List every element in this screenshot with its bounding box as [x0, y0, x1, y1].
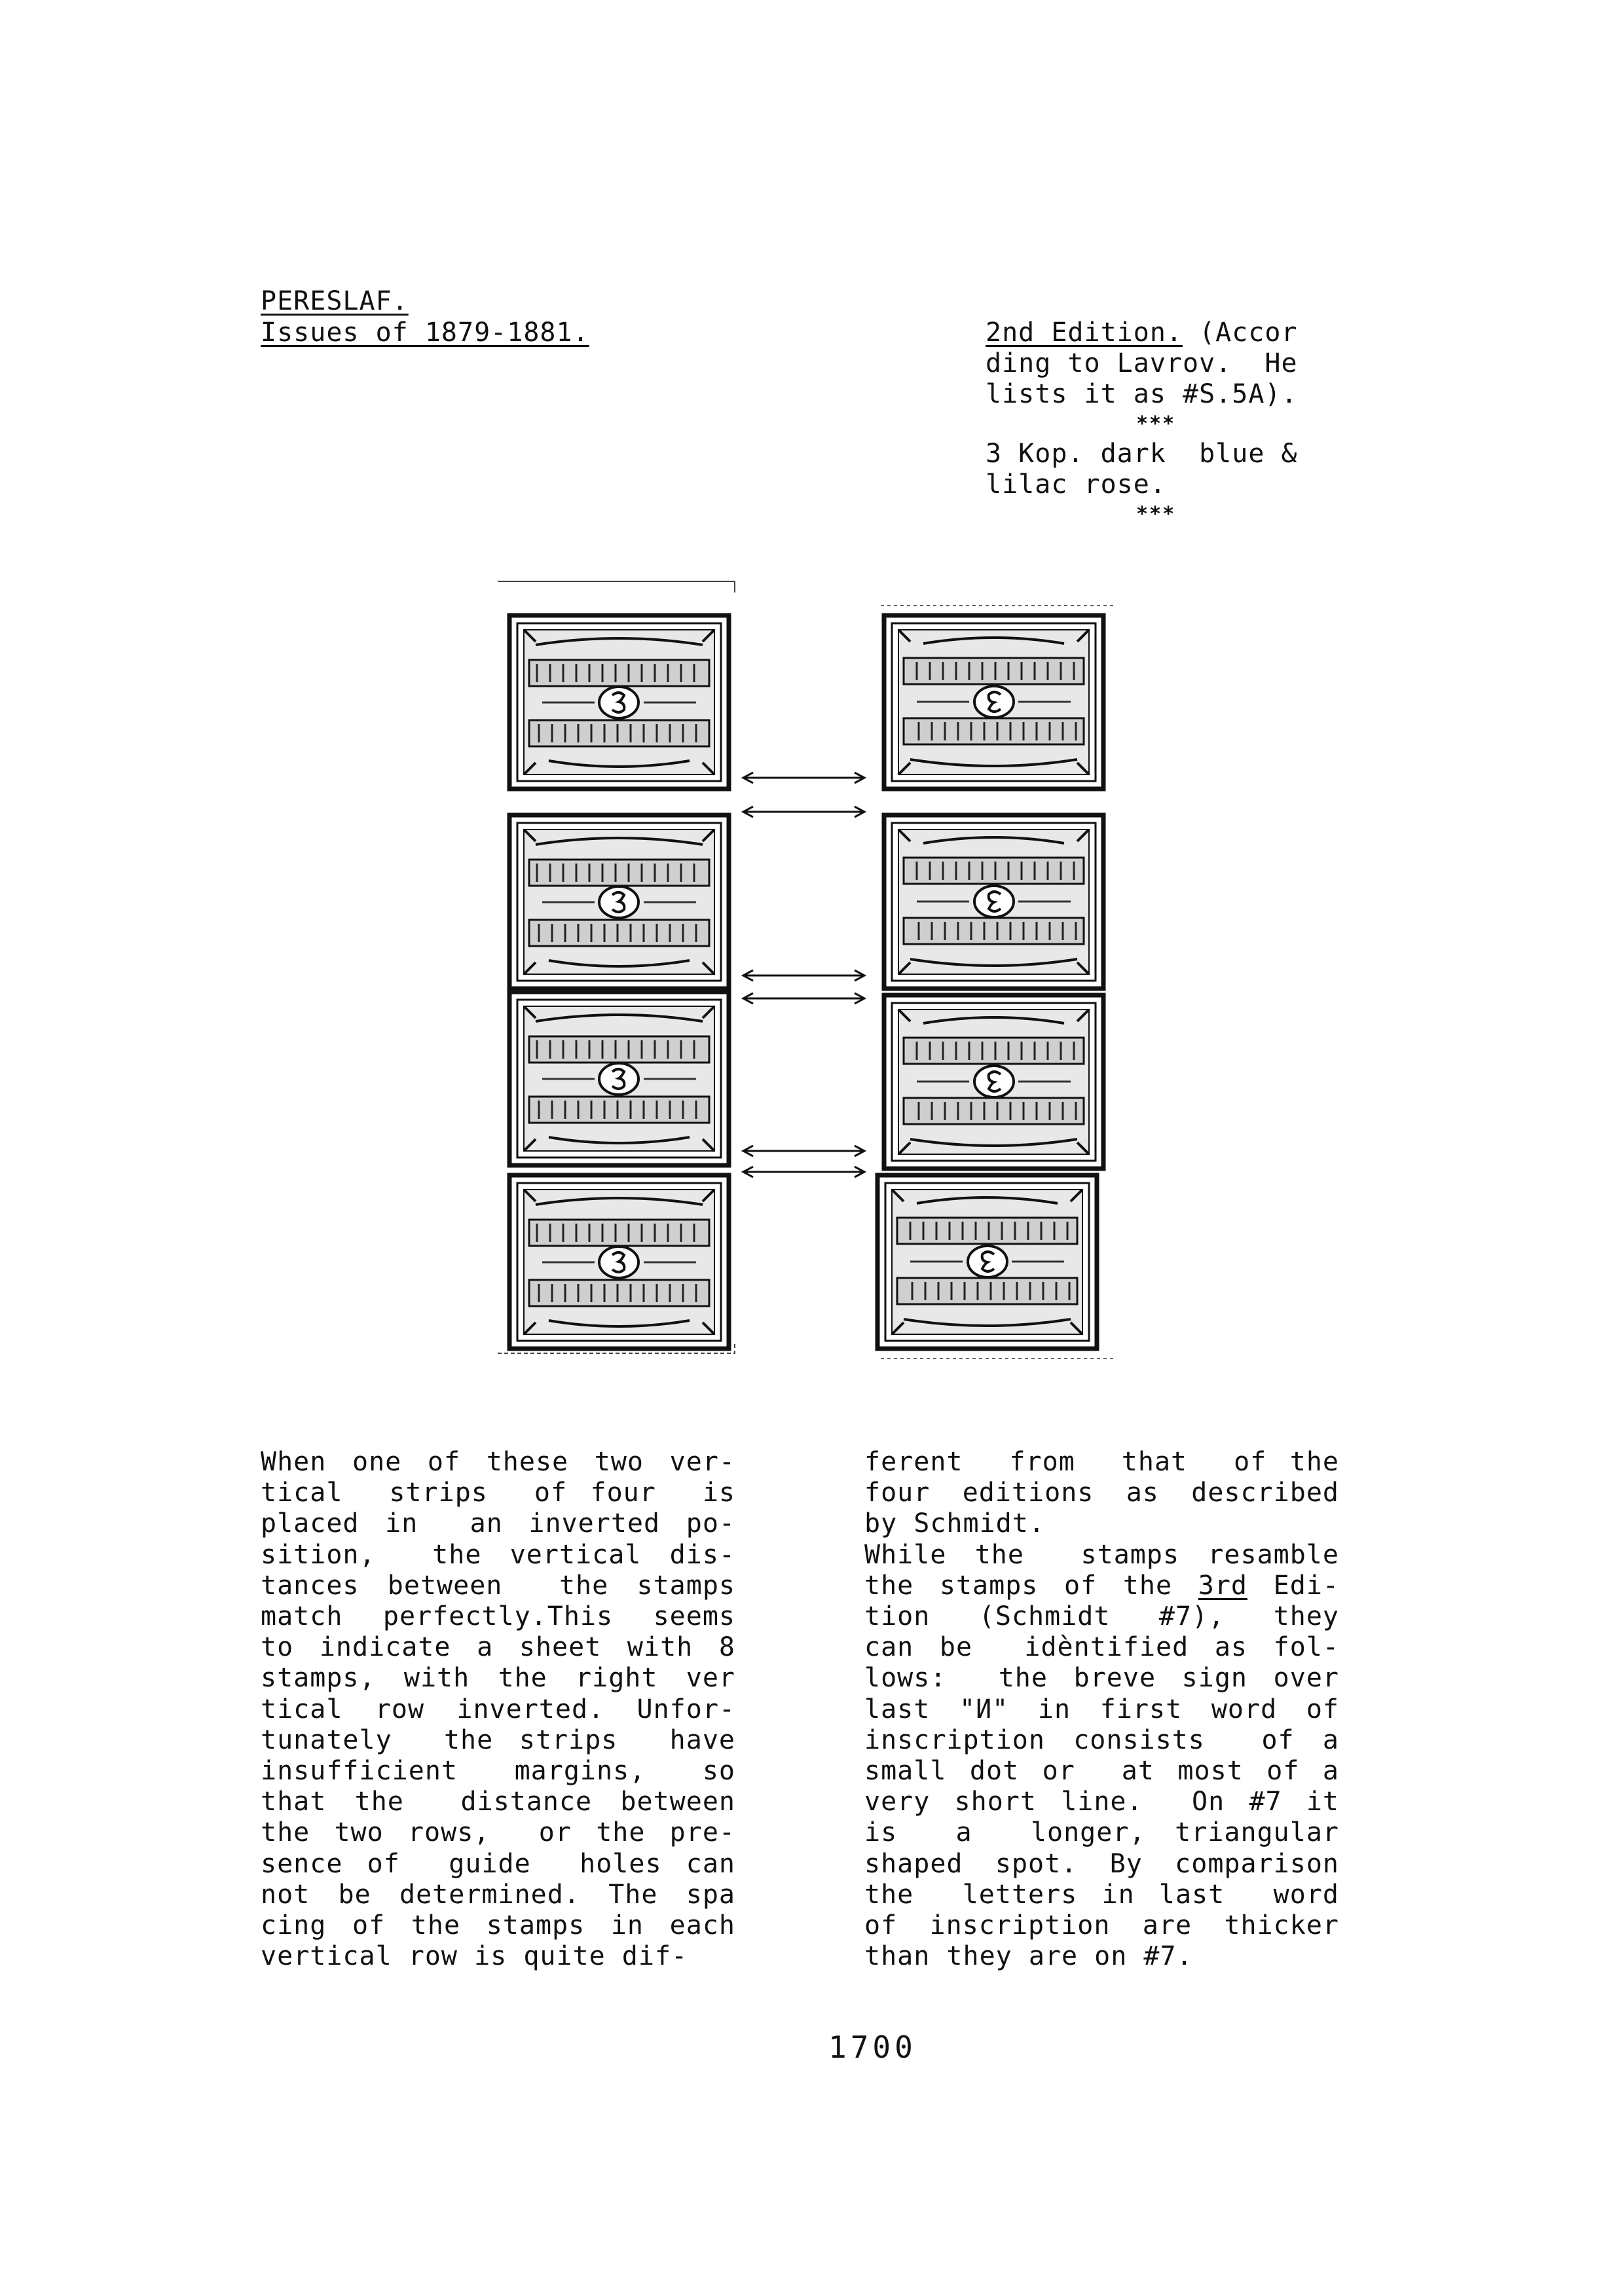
left-column-line: tical strips of four is [261, 1478, 735, 1508]
right-column-line: very short line. On #7 it [864, 1787, 1339, 1817]
stamp-strips-figure [485, 570, 1139, 1368]
left-column-line: cing of the stamps in each [261, 1910, 735, 1941]
page-number: 1700 [828, 2030, 917, 2065]
value-line-2: lilac rose. [986, 469, 1166, 500]
right-column-line: can be idèntified as fol- [864, 1632, 1339, 1663]
left-column-line: sence of guide holes can [261, 1848, 735, 1879]
right-strip-inverted [877, 615, 1103, 1349]
left-column-line: to indicate a sheet with 8 [261, 1632, 735, 1663]
left-column-line: tical row inverted. Unfor- [261, 1694, 735, 1724]
left-stamp-1 [509, 615, 729, 789]
right-column-line: the stamps of the 3rd Edi- [864, 1570, 1339, 1601]
edition-line-2: ding to Lavrov. He [986, 348, 1298, 378]
page-title: PERESLAF. [261, 286, 409, 316]
arrow-1 [743, 773, 864, 783]
left-strip [509, 615, 729, 1349]
edition-ordinal: 3rd [1198, 1570, 1248, 1601]
left-column-line: sition, the vertical dis- [261, 1539, 735, 1570]
right-stamp-1 [884, 615, 1103, 789]
comparison-arrows [743, 773, 864, 1177]
right-column-line: last "И" in first word of [864, 1694, 1339, 1724]
right-column-line: lows: the breve sign over [864, 1663, 1339, 1694]
left-column-line: not be determined. The spa [261, 1879, 735, 1910]
separator-stars-1: *** [1136, 412, 1176, 435]
right-column-line: While the stamps resamble [864, 1539, 1339, 1570]
left-column-line: When one of these two ver- [261, 1447, 735, 1477]
left-stamp-2 [509, 815, 729, 989]
edition-line-1 [986, 318, 1298, 348]
right-column-line: four editions as described [864, 1478, 1339, 1508]
right-column-line: shaped spot. By comparison [864, 1848, 1339, 1879]
arrow-4 [743, 993, 864, 1004]
right-column-line: by Schmidt. [864, 1508, 1045, 1539]
body-left-column [261, 1447, 735, 1972]
right-column-line: small dot or at most of a [864, 1756, 1339, 1787]
right-stamp-2 [884, 815, 1103, 989]
separator-stars-2: *** [1136, 503, 1176, 526]
right-column-line: tion (Schmidt #7), they [864, 1601, 1339, 1632]
right-column-line: inscription consists of a [864, 1724, 1339, 1755]
left-stamp-4 [509, 1175, 729, 1349]
value-line-1: 3 Kop. dark blue & [986, 439, 1298, 469]
right-column-line: of inscription are thicker [864, 1910, 1339, 1941]
edition-rest: (Accor [1182, 318, 1298, 348]
left-column-line: tances between the stamps [261, 1570, 735, 1601]
left-column-line: insufficient margins, so [261, 1756, 735, 1787]
right-column-line: than they are on #7. [864, 1941, 1193, 1972]
arrow-5 [743, 1146, 864, 1156]
right-column-line: is a longer, triangular [864, 1817, 1339, 1848]
arrow-3 [743, 970, 864, 981]
left-column-line: match perfectly.This seems [261, 1601, 735, 1632]
left-column-line: tunately the strips have [261, 1724, 735, 1755]
left-column-line: placed in an inverted po- [261, 1508, 735, 1539]
left-stamp-3 [509, 992, 729, 1165]
right-column-line: the letters in last word [864, 1879, 1339, 1910]
left-column-line: that the distance between [261, 1787, 735, 1817]
left-column-line: the two rows, or the pre- [261, 1817, 735, 1848]
left-column-line: stamps, with the right ver [261, 1663, 735, 1694]
issue-years: Issues of 1879-1881. [261, 318, 589, 348]
body-right-column [864, 1447, 1339, 1972]
right-column-line: ferent from that of the [864, 1447, 1339, 1477]
arrow-6 [743, 1167, 864, 1177]
edition-label: 2nd Edition. [986, 318, 1183, 348]
edition-line-3: lists it as #S.5A). [986, 379, 1298, 409]
left-column-line: vertical row is quite dif- [261, 1941, 688, 1972]
right-stamp-3 [884, 995, 1103, 1169]
right-stamp-4 [877, 1175, 1097, 1349]
arrow-2 [743, 807, 864, 817]
